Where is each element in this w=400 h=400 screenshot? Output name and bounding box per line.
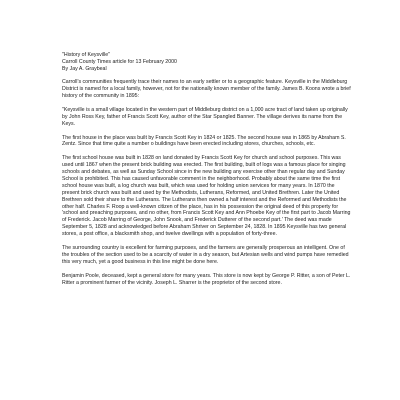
- article-body: [62, 52, 352, 286]
- paragraph-intro: Carroll's communities frequently trace their names to an early settler or to a geographic feature. Keysville in the Middleburg District is named for a local family, however, not for the nationally known member of the family. James B. Koons wrote a brief history of the community in 1895:: [62, 79, 351, 100]
- paragraph-stores: Benjamin Poole, deceased, kept a general store for many years. This store is now kept by George P. Ritter, a son of Peter L. Ritter a prominent farmer of the vicinity. Joseph L. Sharrer is the proprietor of the second store.: [62, 272, 351, 286]
- paragraph-first-house: The first house in the place was built by Francis Scott Key in 1824 or 1825. The second house was in 1865 by Abraham S. Zentz. Since that time quite a number o buildings have been erected including stores, churches, schools, etc.: [62, 134, 346, 148]
- article-byline: By Jay A. Graybeal: [62, 65, 107, 72]
- paragraph-farming: The surrounding country is excellent for farming purposes, and the farmers are generally prosperous an intelligent. One of the troubles of the section used to be a scarcity of water in a dry season, but Artesian wells and wind pumps have remedied this very much, yet a good business in this line might be done here.: [62, 245, 349, 265]
- article-header: [62, 52, 352, 73]
- paragraph-village: "Keysville is a small village located in the western part of Middleburg district on a 1,000 acre tract of land taken up originally by John Ross Key, father of Francis Scott Key, author of the Star Spangled Banner. The village derives its name from the Keys.: [62, 106, 348, 127]
- article-source: Carroll County Times article for 13 February 2000: [62, 58, 177, 65]
- article-title: "History of Keysville": [62, 52, 111, 58]
- paragraph-school-church: The first school house was built in 1828 on land donated by Francis Scott Key for church and school purposes. This was used until 1867 when the present brick building was erected. The first building, built of logs was a famous place for singing schools and debates, as well as Sunday School since in the new building any exercise other than regular day and Sunday School is prohibited. This has caused unfavorable comment in the neighborhood. Probably about the same time the first school house was built, a log church was built, which was used for holding union services for many years. In 1870 the present brick church was built and used by the Methodists, Lutherans, Reformed, and United Brethren. Later the United Brethren sold their share to the Lutherans. The Lutherans then owned a half interest and the Reformed and Methodists the other half. Charles F. Roop a well-known citizen of the place, has in his possession the original deed of this property for 'school and preaching purposes, and no other, from Francis Scott Key and Ann Phoebe Key of the first part to Jacob Marring of Frederick. Jacob Marring of George, John Snook, and Frederick Dutterer of the second part.' The deed was made September 5, 1828 and acknowledged before Abraham Shriver on September 24, 1828. In 1895 Keysville has two general stores, a post office, a blacksmith shop, and twelve dwellings with a population of forty-three.: [62, 155, 351, 238]
